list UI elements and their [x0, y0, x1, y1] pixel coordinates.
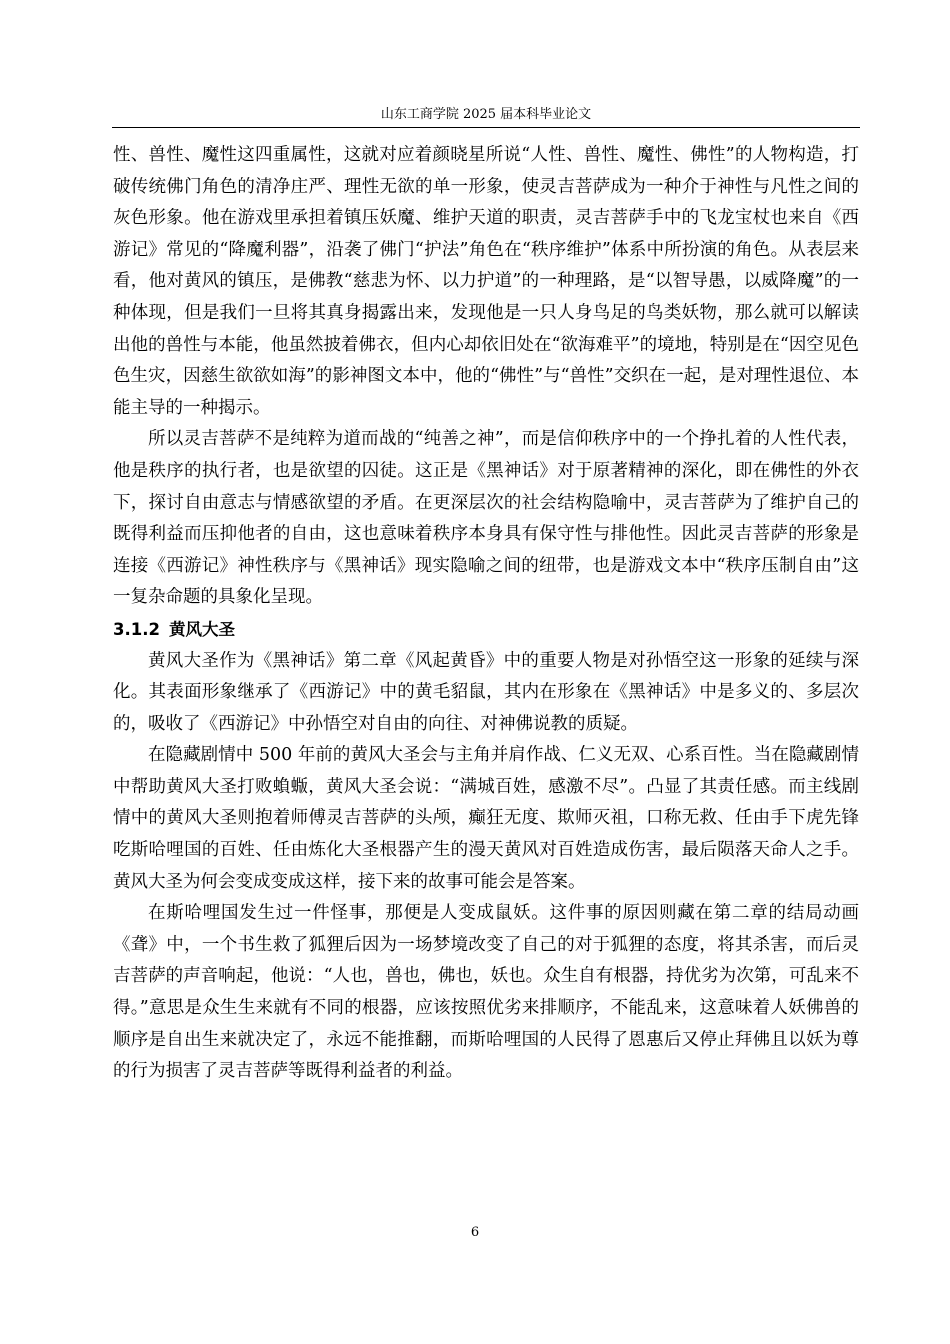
page-body — [113, 140, 859, 1088]
section-title: 黄风大圣 — [168, 619, 235, 639]
header-rule — [112, 127, 860, 128]
paragraph-sihali-story: 在斯哈哩国发生过一件怪事，那便是人变成鼠妖。这件事的原因则藏在第二章的结局动画《聋》中，一个书生救了狐狸后因为一场梦境改变了自己的对于狐狸的态度，将其杀害，而后灵吉菩萨的声音响起，他说：“人也，兽也，佛也，妖也。众生自有根器，持优劣为次第，可乱来不得。”意思是众生生来就有不同的根器，应该按照优劣来排顺序，不能乱来，这意味着人妖佛兽的顺序是自出生来就决定了，永远不能推翻，而斯哈哩国的人民得了恩惠后又停止拜佛且以妖为尊的行为损害了灵吉菩萨等既得利益者的利益。 — [113, 903, 859, 1082]
page-number: 6 — [470, 1225, 480, 1240]
section-heading — [113, 614, 859, 646]
page-header: 山东工商学院 2025 届本科毕业论文 — [380, 107, 592, 122]
paragraph-huangfeng-intro: 黄风大圣作为《黑神话》第二章《风起黄昏》中的重要人物是对孙悟空这一形象的延续与深化。其表面形象继承了《西游记》中的黄毛貂鼠，其内在形象在《黑神话》中是多义的、多层次的，吸收了《西游记》中孙悟空对自由的向往、对神佛说教的质疑。 — [113, 650, 859, 734]
paragraph-huangfeng-plot: 在隐藏剧情中 500 年前的黄风大圣会与主角并肩作战、仁义无双、心系百性。当在隐藏剧情中帮助黄风大圣打败蝜蝂，黄风大圣会说：“满城百姓，感激不尽”。凸显了其责任感。而主线剧情中的黄风大圣则抱着师傅灵吉菩萨的头颅，癫狂无度、欺师灭祖，口称无救、任由手下虎先锋吃斯哈哩国的百姓、任由炼化大圣根器产生的漫天黄风对百姓造成伤害，最后陨落天命人之手。 黄风大圣为何会变成变成这样，接下来的故事可能会是答案。 — [113, 745, 859, 892]
paragraph-lingji-summary: 所以灵吉菩萨不是纯粹为道而战的“纯善之神”，而是信仰秩序中的一个挣扎着的人性代表，他是秩序的执行者，也是欲望的囚徒。这正是《黑神话》对于原著精神的深化，即在佛性的外衣下，探讨自由意志与情感欲望的矛盾。在更深层次的社会结构隐喻中，灵吉菩萨为了维护自己的既得利益而压抑他者的自由，这也意味着秩序本身具有保守性与排他性。因此灵吉菩萨的形象是连接《西游记》神性秩序与《黑神话》现实隐喻之间的纽带，也是游戏文本中“秩序压制自由”这一复杂命题的具象化呈现。 — [113, 429, 859, 608]
paragraph-continued: 性、兽性、魔性这四重属性，这就对应着颜晓星所说“人性、兽性、魔性、佛性”的人物构造，打破传统佛门角色的清净庄严、理性无欲的单一形象，使灵吉菩萨成为一种介于神性与凡性之间的灰色形象。他在游戏里承担着镇压妖魔、维护天道的职责，灵吉菩萨手中的飞龙宝杖也来自《西游记》常见的“降魔利器”，沿袭了佛门“护法”角色在“秩序维护”体系中所扮演的角色。从表层来看，他对黄风的镇压，是佛教“慈悲为怀、以力护道”的一种理路，是“以智导愚，以威降魔”的一种体现，但是我们一旦将其真身揭露出来，发现他是一只人身鸟足的鸟类妖物，那么就可以解读出他的兽性与本能，他虽然披着佛衣，但内心却依旧处在“欲海难平”的境地，特别是在“因空见色色生灾，因慈生欲欲如海”的影神图文本中，他的“佛性”与“兽性”交织在一起，是对理性退位、本能主导的一种揭示。 — [113, 145, 859, 418]
section-number: 3.1.2 — [113, 619, 160, 639]
